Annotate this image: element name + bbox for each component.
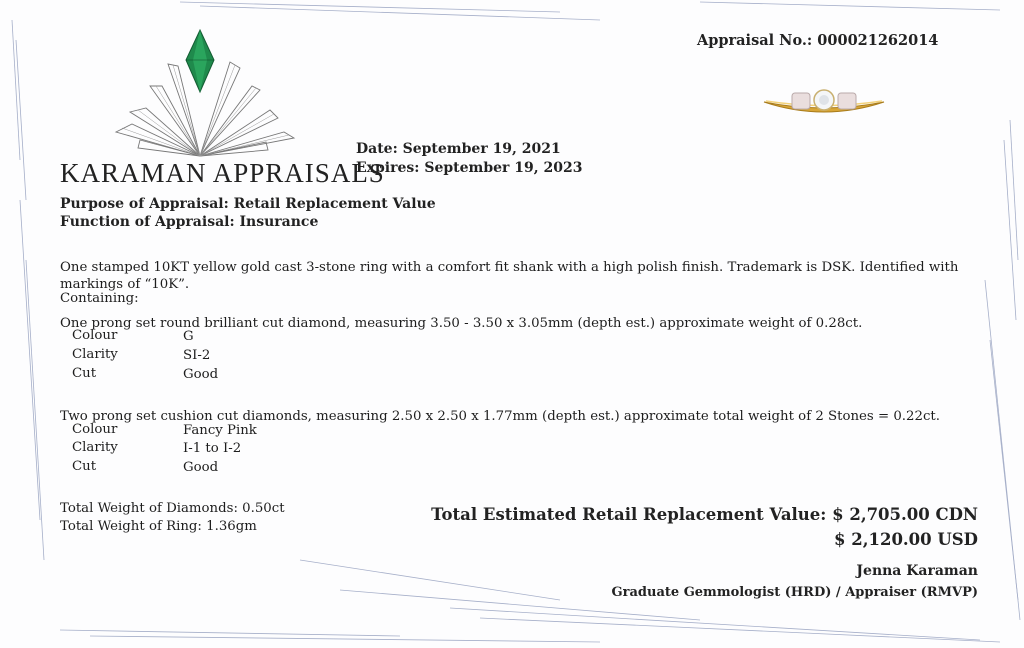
ring-photo-icon [760, 84, 888, 120]
stone1-cut-value: Good [183, 367, 219, 382]
total-value-cdn: Total Estimated Retail Replacement Value: $ 2,705.00 CDN [431, 505, 978, 524]
containing-label: Containing: [60, 291, 139, 306]
total-weight-ring: Total Weight of Ring: 1.36gm [60, 519, 257, 534]
purpose-of-appraisal: Purpose of Appraisal: Retail Replacement Value [60, 196, 436, 212]
stone2-colour-value: Fancy Pink [183, 423, 257, 438]
ring-description: One stamped 10KT yellow gold cast 3-stone ring with a comfort fit shank with a high polish finish. Trademark is DSK. Identified with markings of “10K”. [60, 260, 959, 292]
brand-name: KARAMAN APPRAISALS [60, 158, 385, 188]
stone1-colour-label: Colour [72, 328, 118, 343]
stone1-clarity-label: Clarity [72, 347, 118, 362]
stone1-description: One prong set round brilliant cut diamond, measuring 3.50 - 3.50 x 3.05mm (depth est.) approximate weight of 0.28ct. [60, 316, 863, 331]
appraisal-number: Appraisal No.: 000021262014 [697, 32, 939, 49]
stone2-cut-value: Good [183, 460, 219, 475]
stone1-cut-label: Cut [72, 366, 97, 381]
appraisal-date: Date: September 19, 2021 [356, 141, 561, 157]
stone1-clarity-value: SI-2 [183, 348, 211, 363]
stone2-cut-label: Cut [72, 459, 97, 474]
stone2-clarity-value: I-1 to I-2 [183, 441, 242, 456]
stone2-colour-label: Colour [72, 422, 118, 437]
expiry-date: Expires: September 19, 2023 [356, 160, 583, 176]
appraiser-name: Jenna Karaman [856, 563, 978, 579]
function-of-appraisal: Function of Appraisal: Insurance [60, 214, 319, 230]
total-weight-diamonds: Total Weight of Diamonds: 0.50ct [60, 501, 285, 516]
appraiser-title: Graduate Gemmologist (HRD) / Appraiser (RMVP) [611, 585, 978, 600]
stone1-colour-value: G [183, 329, 194, 344]
stone2-description: Two prong set cushion cut diamonds, measuring 2.50 x 2.50 x 1.77mm (depth est.) approximate total weight of 2 Stones = 0.22ct. [60, 409, 940, 424]
gem-fan-logo-icon [80, 28, 320, 160]
total-value-usd: $ 2,120.00 USD [834, 530, 978, 549]
stone2-clarity-label: Clarity [72, 440, 118, 455]
